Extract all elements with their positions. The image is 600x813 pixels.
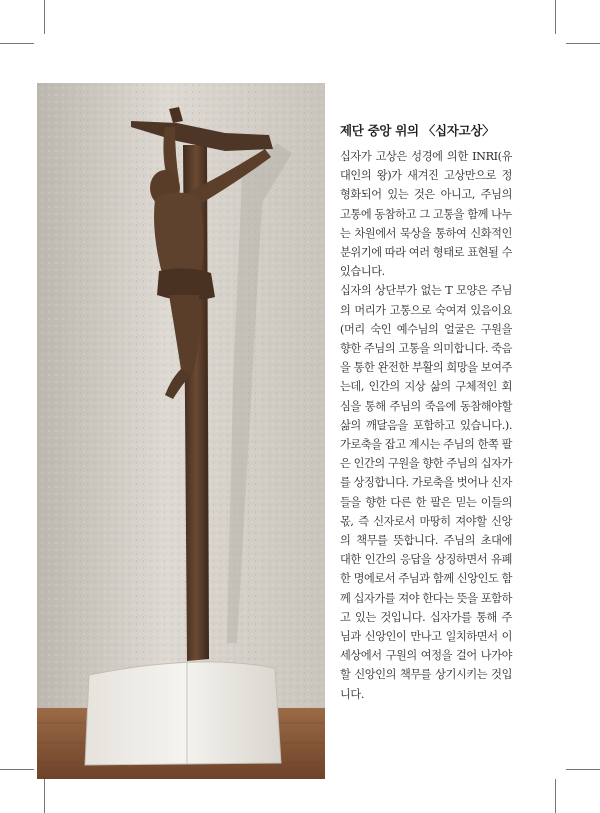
crop-mark xyxy=(44,0,45,34)
crop-mark xyxy=(0,769,34,770)
crop-mark xyxy=(0,43,34,44)
crop-mark xyxy=(566,43,600,44)
crucifix-photo xyxy=(37,83,325,779)
paragraph: 십자의 상단부가 없는 T 모양은 주님의 머리가 고통으로 숙여져 있음이요(머리 숙인 예수님의 얼굴은 구원을 향한 주님의 고통을 의미합니다. 죽음을 통한 완전한 부활의 희망을 보여주는데, 인간의 지상 삶의 구체적인 회심을 통해 주님의 죽음에 동참해야할 삶의 깨달음을 포함하고 있습니다.). 가로축을 잡고 계시는 주님의 한쪽 팔은 인간의 구원을 향한 주님의 십자가를 상징합니다. 가로축을 벗어나 신자들을 향한 다른 한 팔은 믿는 이들의 몫, 즉 신자로서 마땅히 져야할 신앙의 책무를 뜻합니다. 주님의 초대에 대한 인간의 응답을 상징하면서 유폐한 명에로서 주님과 함께 신앙인도 함께 십자가를 져야 한다는 뜻을 포함하고 있는 것입니다. 십자가를 통해 주님과 신앙인이 만나고 일치하면서 이 세상에서 구원의 여정을 걸어 나가야할 신앙인의 책무를 상기시키는 것입니다. xyxy=(340,284,512,701)
article-title: 제단 중앙 위의 〈십자고상〉 xyxy=(340,123,495,138)
crop-mark xyxy=(44,779,45,813)
paragraph: 십자가 고상은 성경에 의한 INRI(유대인의 왕)가 새겨진 고상만으로 정형화되어 있는 것은 아니고, 주님의 고통에 동참하고 그 고통을 함께 나누는 차원에서 묵상을 통하여 신화적인 분위기에 따라 여러 형태로 표현될 수 있습니다. xyxy=(340,150,512,279)
crop-mark xyxy=(555,779,556,813)
article-body xyxy=(340,147,512,704)
crop-mark xyxy=(566,769,600,770)
crop-mark xyxy=(555,0,556,34)
